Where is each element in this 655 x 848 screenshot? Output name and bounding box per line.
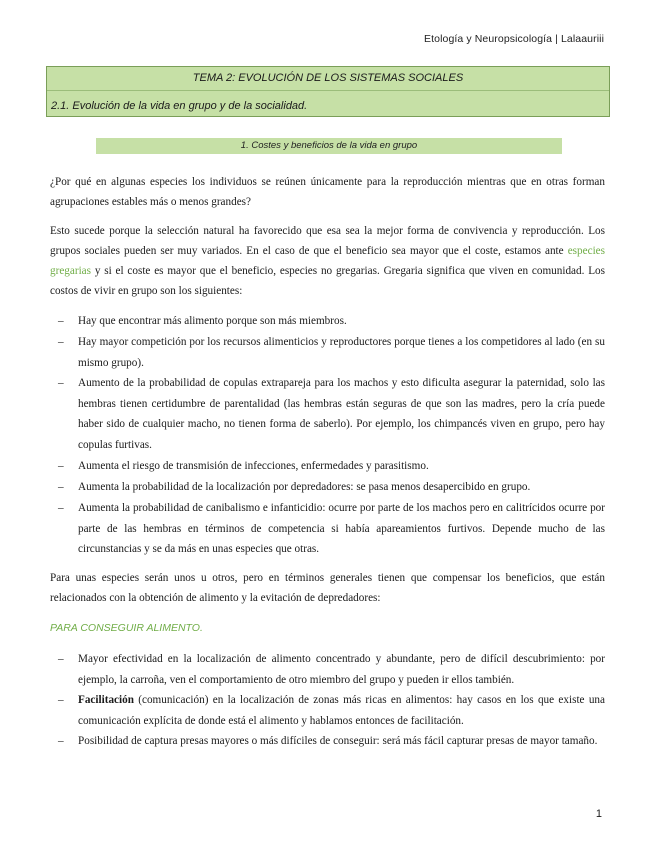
paragraph-selection <box>50 221 605 301</box>
list-item <box>58 311 605 332</box>
running-header: Etología y Neuropsicología | Lalaauriii <box>424 33 604 45</box>
list-item-text: Aumenta la probabilidad de canibalismo e infanticidio: ocurre por parte de los machos pero en calitrícidos ocurre por parte de las hembras en términos de competencia si había apareamientos furtivos. Depende mucho de las circunstancias y se da más en unas especies que otras. <box>78 502 605 555</box>
list-item <box>58 690 605 731</box>
list-item <box>58 649 605 690</box>
section-title: 2.1. Evolución de la vida en grupo y de la socialidad. <box>51 100 308 112</box>
list-item <box>58 332 605 373</box>
list-item-text: Aumenta la probabilidad de la localización por depredadores: se pasa menos desapercibido en grupo. <box>78 481 531 493</box>
list-item-text: Posibilidad de captura presas mayores o más difíciles de conseguir: será más fácil capturar presas de mayor tamaño. <box>78 735 598 747</box>
paragraph-text: y si el coste es mayor que el beneficio, especies no gregarias. Gregaria significa que viven en comunidad. Los costos de vivir en grupo son los siguientes: <box>50 265 605 297</box>
bullet-dash: – <box>58 481 64 493</box>
topic-title: TEMA 2: EVOLUCIÓN DE LOS SISTEMAS SOCIALES <box>192 72 464 84</box>
list-item <box>58 456 605 477</box>
bullet-dash: – <box>58 460 64 472</box>
subsection-heading: 1. Costes y beneficios de la vida en grupo <box>96 138 562 154</box>
food-heading: PARA CONSEGUIR ALIMENTO. <box>50 622 203 634</box>
bullet-dash: – <box>58 336 64 348</box>
paragraph-text: Esto sucede porque la selección natural ha favorecido que esa sea la mejor forma de convivencia y reproducción. Los grupos sociales pueden ser muy variados. En el caso de que el beneficio sea mayor que el coste, estamos ante <box>50 225 605 257</box>
bullet-dash: – <box>58 315 64 327</box>
topic-title-box <box>46 66 610 117</box>
bullet-dash: – <box>58 377 64 389</box>
list-item-text: Aumento de la probabilidad de copulas extrapareja para los machos y esto dificulta asegurar la paternidad, solo las hembras tienen certidumbre de parentalidad (las hembras están seguras de que son las madres, pero la cría puede haber sido de cualquier macho, no tienen forma de saberlo). Por ejemplo, los chimpancés viven en grupo, pero hay copulas furtivas. <box>78 377 605 451</box>
highlight-term: especies gregarias <box>50 245 605 277</box>
bullet-dash: – <box>58 653 64 665</box>
bold-term: Facilitación <box>78 694 134 706</box>
bullet-dash: – <box>58 502 64 514</box>
list-item-text: Hay mayor competición por los recursos alimenticios y reproductores porque tienes a los competidores al lado (en su mismo grupo). <box>78 336 605 369</box>
list-item-text: Aumenta el riesgo de transmisión de infecciones, enfermedades y parasitismo. <box>78 460 429 472</box>
bullet-dash: – <box>58 694 64 706</box>
list-item <box>58 731 605 752</box>
paragraph-compensation: Para unas especies serán unos u otros, pero en términos generales tienen que compensar los beneficios, que están relacionados con la obtención de alimento y la evitación de depredadores: <box>50 572 605 604</box>
list-item-text: (comunicación) en la localización de zonas más ricas en alimentos: hay casos en los que existe una comunicación explícita de donde está el alimento y hablamos entonces de facilitación. <box>78 694 605 727</box>
title-divider <box>47 90 609 91</box>
list-item-text: Hay que encontrar más alimento porque son más miembros. <box>78 315 347 327</box>
paragraph-question: ¿Por qué en algunas especies los individuos se reúnen únicamente para la reproducción mientras que en otras forman agrupaciones estables más o menos grandes? <box>50 176 605 208</box>
page-number: 1 <box>595 808 602 820</box>
list-item <box>58 498 605 560</box>
list-item-text: Mayor efectividad en la localización de alimento concentrado y abundante, pero de difícil descubrimiento: por ejemplo, la carroña, ven el comportamiento de otro miembro del grupo y pueden ir ellos también. <box>78 653 605 686</box>
list-item <box>58 373 605 455</box>
list-item <box>58 477 605 498</box>
bullet-dash: – <box>58 735 64 747</box>
